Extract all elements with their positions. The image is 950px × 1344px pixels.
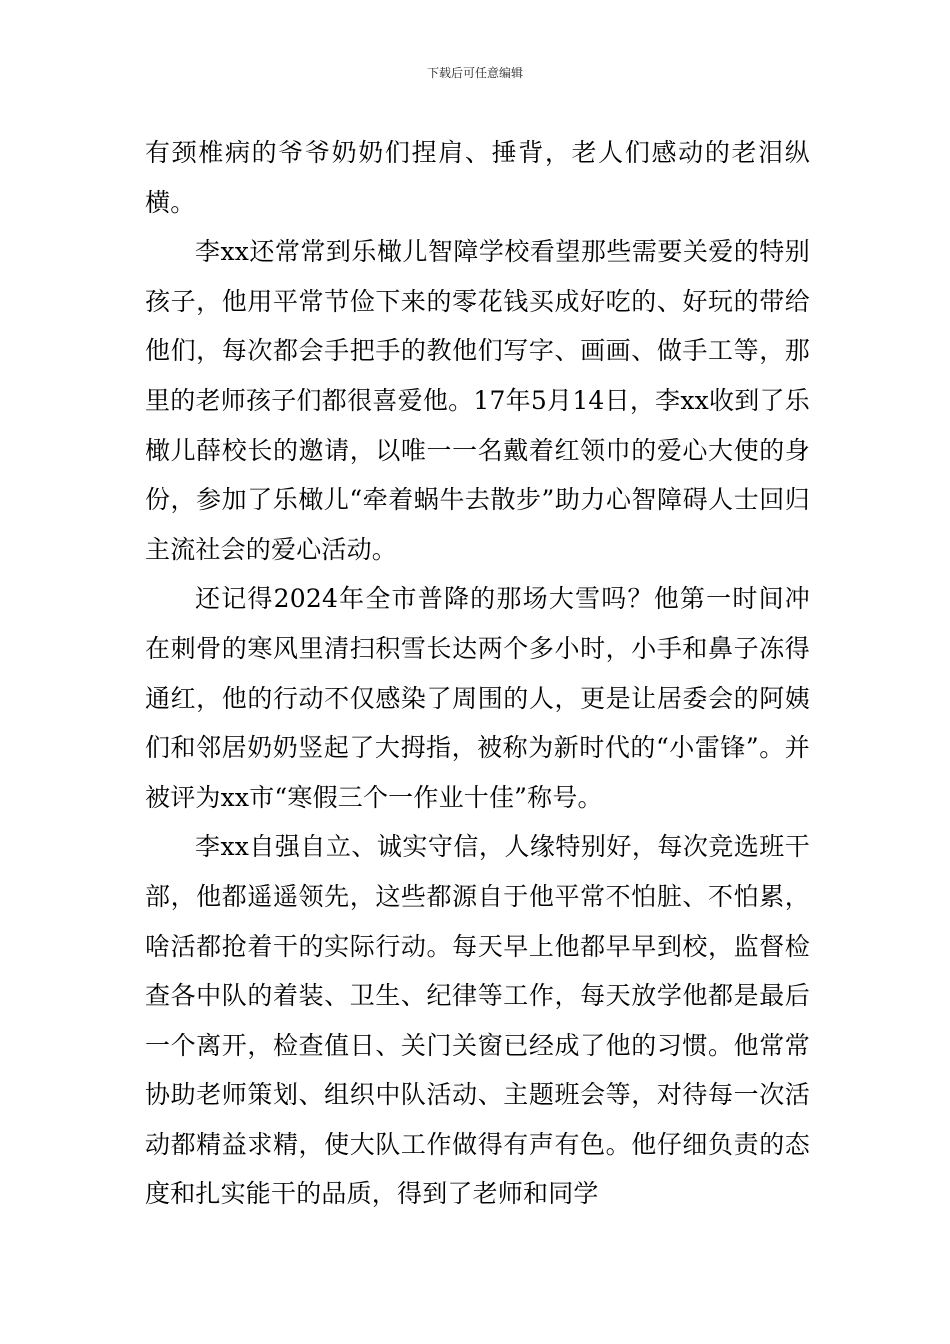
paragraph-4: 李xx自强自立、诚实守信，人缘特别好，每次竞选班干部，他都遥遥领先，这些都源自于他平常不怕脏、不怕累，啥活都抢着干的实际行动。每天早上他都早早到校，监督检查各中队的着装、卫生、纪律等工作，每天放学他都是最后一个离开，检查值日、关门关窗已经成了他的习惯。他常常协助老师策划、组织中队活动、主题班会等，对待每一次活动都精益求精，使大队工作做得有声有色。他仔细负责的态度和扎实能干的品质，得到了老师和同学 xyxy=(145,832,810,1209)
page-header: 下载后可任意编辑 xyxy=(426,66,523,80)
paragraph-3: 还记得2024年全市普降的那场大雪吗？他第一时间冲在刺骨的寒风里清扫积雪长达两个多小时，小手和鼻子冻得通红，他的行动不仅感染了周围的人，更是让居委会的阿姨们和邻居奶奶竖起了大拇指，被称为新时代的“小雷锋”。并被评为xx市“寒假三个一作业十佳”称号。 xyxy=(145,584,810,812)
document-body xyxy=(145,128,810,1219)
paragraph-2: 李xx还常常到乐橄儿智障学校看望那些需要关爱的特别孩子，他用平常节俭下来的零花钱买成好吃的、好玩的带给他们，每次都会手把手的教他们写字、画画、做手工等，那里的老师孩子们都很喜爱他。17年5月14日，李xx收到了乐橄儿薛校长的邀请，以唯一一名戴着红领巾的爱心大使的身份，参加了乐橄儿“牵着蜗牛去散步”助力心智障碍人士回归主流社会的爱心活动。 xyxy=(145,237,810,564)
paragraph-1: 有颈椎病的爷爷奶奶们捏肩、捶背，老人们感动的老泪纵横。 xyxy=(145,138,810,217)
